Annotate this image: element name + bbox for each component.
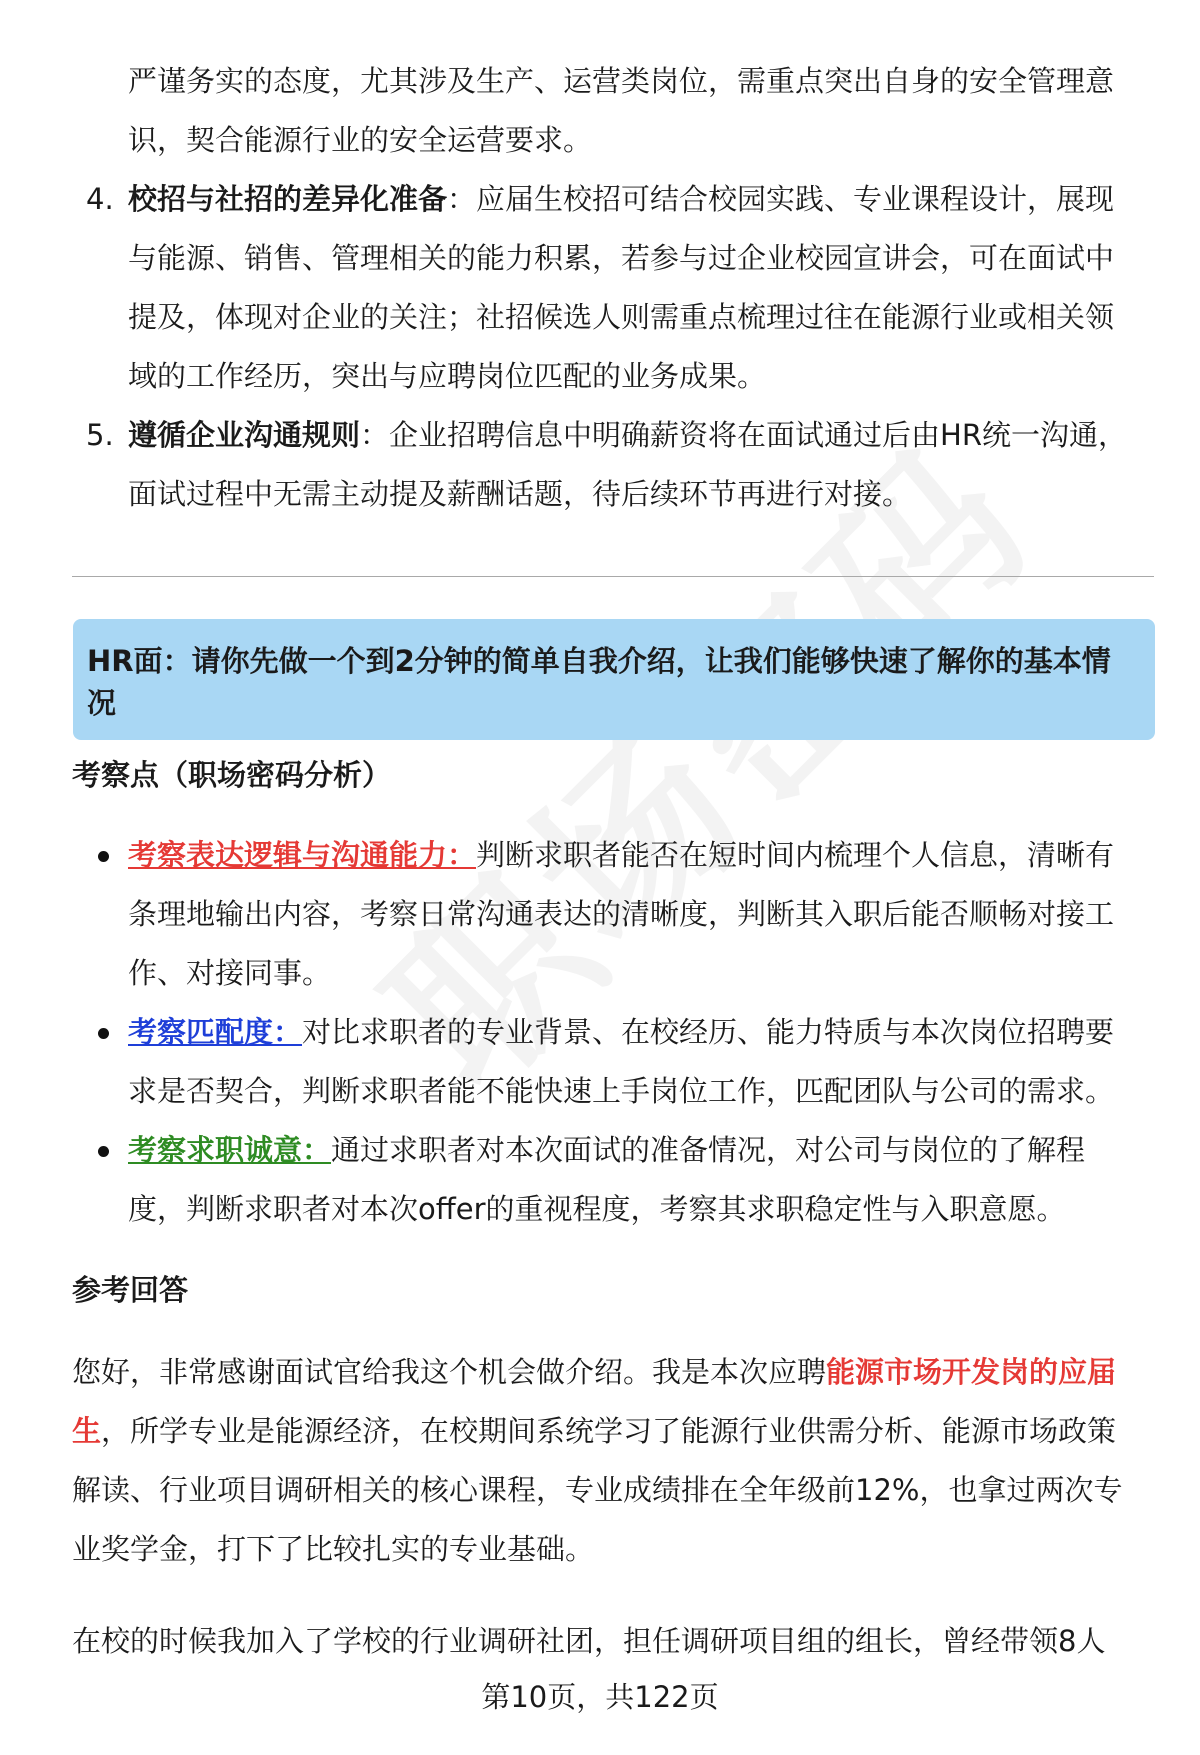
ordered-list bbox=[72, 170, 1146, 524]
text-line: ，所学专业是能源经济，在校期间系统学习了能源行业供需分析、能源市场政策 bbox=[101, 1414, 1117, 1448]
text-line: 与能源、销售、管理相关的能力积累，若参与过企业校园宣讲会，可在面试中 bbox=[128, 241, 1115, 275]
list-item bbox=[72, 406, 1146, 524]
list-item bbox=[72, 170, 1146, 406]
highlight-text: 生 bbox=[72, 1414, 102, 1448]
text-line: 况 bbox=[87, 686, 117, 720]
text-line: 判断求职者能否在短时间内梳理个人信息，清晰有 bbox=[476, 838, 1115, 872]
bullet-dot bbox=[98, 1028, 109, 1039]
text-line: 条理地输出内容，考察日常沟通表达的清晰度，判断其入职后能否顺畅对接工 bbox=[128, 897, 1115, 931]
text-line: 求是否契合，判断求职者能不能快速上手岗位工作，匹配团队与公司的需求。 bbox=[128, 1074, 1115, 1108]
bullet-label: 考察匹配度： bbox=[128, 1015, 303, 1049]
bullet-label: 考察表达逻辑与沟通能力： bbox=[128, 838, 477, 872]
text-line: 对比求职者的专业背景、在校经历、能力特质与本次岗位招聘要 bbox=[302, 1015, 1115, 1049]
text-line: 业奖学金，打下了比较扎实的专业基础。 bbox=[72, 1532, 595, 1566]
text-line: 面试过程中无需主动提及薪酬话题，待后续环节再进行对接。 bbox=[128, 477, 912, 511]
text-line: 识，契合能源行业的安全运营要求。 bbox=[128, 123, 593, 157]
text-line: 通过求职者对本次面试的准备情况，对公司与岗位的了解程 bbox=[331, 1133, 1086, 1167]
list-item bbox=[72, 1003, 1146, 1121]
list-item bbox=[72, 1121, 1146, 1239]
text-line: 度，判断求职者对本次offer的重视程度，考察其求职稳定性与入职意愿。 bbox=[128, 1192, 1066, 1226]
divider bbox=[72, 576, 1154, 577]
examine-title: 考察点（职场密码分析） bbox=[72, 758, 392, 792]
list-number: 5. bbox=[86, 418, 114, 452]
text-line: 严谨务实的态度，尤其涉及生产、运营类岗位，需重点突出自身的安全管理意 bbox=[128, 64, 1115, 98]
list-item bbox=[72, 826, 1146, 1003]
text-line: 您好，非常感谢面试官给我这个机会做介绍。我是本次应聘 bbox=[72, 1355, 827, 1389]
question-box bbox=[73, 619, 1155, 740]
list-number: 4. bbox=[86, 182, 114, 216]
bullet-dot bbox=[98, 1146, 109, 1157]
separator: ： bbox=[447, 182, 477, 216]
reference-title: 参考回答 bbox=[72, 1273, 189, 1307]
text-line: 在校的时候我加入了学校的行业调研社团，担任调研项目组的组长，曾经带领8人 bbox=[72, 1624, 1106, 1658]
text-line: 解读、行业项目调研相关的核心课程，专业成绩排在全年级前12%，也拿过两次专 bbox=[72, 1473, 1123, 1507]
separator: ： bbox=[360, 418, 390, 452]
bullet-dot bbox=[98, 851, 109, 862]
text-line: 提及，体现对企业的关注；社招候选人则需重点梳理过往在能源行业或相关领 bbox=[128, 300, 1115, 334]
continuation-text bbox=[128, 52, 1158, 170]
page-footer: 第10页，共122页 bbox=[481, 1680, 719, 1714]
text-line: 作、对接同事。 bbox=[128, 956, 332, 990]
list-item-title: 校招与社招的差异化准备 bbox=[128, 182, 448, 216]
question-text bbox=[87, 640, 1141, 724]
answer-paragraph bbox=[72, 1343, 1154, 1579]
text-line: HR面：请你先做一个到2分钟的简单自我介绍，让我们能够快速了解你的基本情 bbox=[87, 644, 1111, 678]
bullet-label: 考察求职诚意： bbox=[128, 1133, 332, 1167]
answer-paragraph bbox=[72, 1612, 1154, 1671]
text-line: 企业招聘信息中明确薪资将在面试通过后由HR统一沟通， bbox=[389, 418, 1127, 452]
text-line: 应届生校招可结合校园实践、专业课程设计，展现 bbox=[476, 182, 1115, 216]
examine-bullet-list bbox=[72, 826, 1146, 1239]
list-item-title: 遵循企业沟通规则 bbox=[128, 418, 361, 452]
highlight-text: 能源市场开发岗的应届 bbox=[826, 1355, 1117, 1389]
text-line: 域的工作经历，突出与应聘岗位匹配的业务成果。 bbox=[128, 359, 767, 393]
